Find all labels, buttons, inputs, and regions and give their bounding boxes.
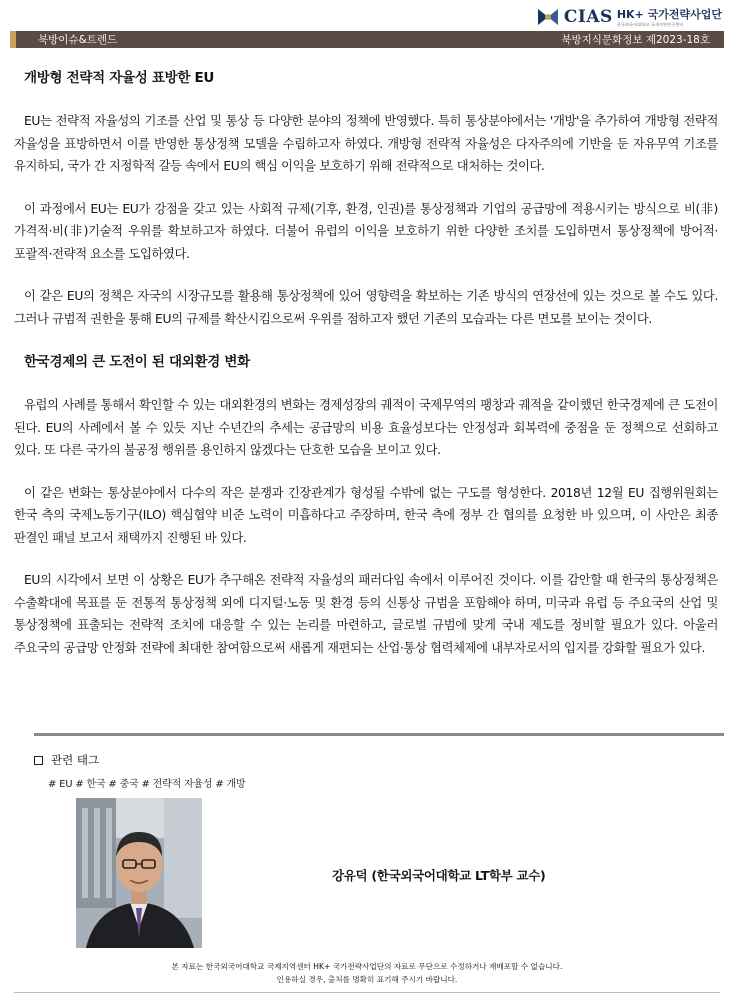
paragraph: EU는 전략적 자율성의 기조를 산업 및 통상 등 다양한 분야의 정책에 반영했다. 특히 통상분야에서는 '개방'을 추가하여 개방형 전략적 자율성을 표방하면서 이를 반영한 통상정책 모델을 수립하고자 하였다. 개방형 전략적 자율성은 다자주의에 기반을 둔 자유무역 기조를 유지하되, 국가 간 지정학적 갈등 속에서 EU의 핵심 이익을 보호하기 위해 전략적으로 대처하는 것이다. — [14, 114, 718, 173]
tags-heading-label: 관련 태그 — [51, 753, 100, 767]
paragraph: 이 같은 EU의 정책은 자국의 시장규모를 활용해 통상정책에 있어 영향력을 확보하는 기존 방식의 연장선에 있는 것으로 볼 수도 있다. 그러나 규범적 권한을 통해 EU의 규제를 확산시킴으로써 우위를 점하고자 했던 기존의 모습과는 다른 면모를 보이는 것이다. — [14, 289, 718, 326]
logo-subtitle: 한국외국어대학교 국제지역연구센터 — [616, 22, 684, 27]
tag-list: # EU # 한국 # 중국 # 전략적 자율성 # 개방 — [48, 779, 246, 790]
section-divider — [34, 733, 724, 736]
checkbox-square-icon — [34, 756, 43, 765]
section-title-korea: 한국경제의 큰 도전이 된 대외환경 변화 — [24, 354, 250, 370]
section-title-eu: 개방형 전략적 자율성 표방한 EU — [24, 70, 215, 86]
footer-line-2: 인용하실 경우, 출처를 명확히 표기해 주시기 바랍니다. — [276, 975, 458, 984]
logo-cias-text: CIAS — [563, 7, 613, 27]
footer-notice — [0, 960, 734, 986]
header-category: 북방이슈&트렌드 — [38, 34, 118, 46]
header-accent-strip — [10, 31, 16, 48]
paragraph: 이 과정에서 EU는 EU가 강점을 갖고 있는 사회적 규제(기후, 환경, 인권)를 통상정책과 기업의 공급망에 적용시키는 방식으로 비(非)가격적·비(非)기술적 우위를 확보하고자 하였다. 더불어 유럽의 이익을 보호하기 위한 다양한 조치를 도입하면서 통상정책에 방어적·포괄적·전략적 요소를 도입하였다. — [14, 201, 718, 261]
footer-rule — [14, 992, 720, 993]
header-bar — [10, 31, 724, 48]
footer-line-1: 본 자료는 한국외국어대학교 국제지역센터 HK+ 국가전략사업단의 자료로 무단으로 수정하거나 재배포할 수 없습니다. — [171, 962, 563, 971]
paragraph: 유럽의 사례를 통해서 확인할 수 있는 대외환경의 변화는 경제성장의 궤적이 국제무역의 팽창과 궤적을 같이했던 한국경제에 큰 도전이 된다. EU의 사례에서 볼 수 있듯 지난 수년간의 추세는 공급망의 비용 효율성보다는 안정성과 회복력에 중점을 둔 정책으로 선회하고 있다. 또 다른 국가의 불공정 행위를 용인하지 않겠다는 단호한 모습을 보이고 있다. — [14, 398, 718, 457]
tags-heading — [34, 752, 99, 768]
cias-logo — [535, 4, 722, 30]
author-photo — [76, 798, 202, 948]
cias-emblem-icon — [535, 6, 561, 28]
paragraph: 이 같은 변화는 통상분야에서 다수의 작은 분쟁과 긴장관계가 형성될 수밖에 없는 구도를 형성한다. 2018년 12월 EU 집행위원회는 한국 측의 국제노동기구(ILO) 핵심협약 비준 노력이 미흡하다고 주장하며, 한국 측에 정부 간 협의를 요청한 바 있으며, 이 사안은 최종 판결인 패널 보고서 채택까지 진행된 바 있다. — [14, 485, 718, 545]
logo-name: HK+ 국가전략사업단 — [616, 8, 722, 21]
author-portrait-icon — [76, 798, 202, 948]
paragraph: EU의 시각에서 보면 이 상황은 EU가 추구해온 전략적 자율성의 패러다임 속에서 이루어진 것이다. 이를 감안할 때 한국의 통상정책은 수출확대에 목표를 둔 전통적 통상정책 외에 디지털·노동 및 환경 등의 신통상 규범을 포함해야 하며, 미국과 유럽 등 주요국의 산업 및 통상정책에 표출되는 전략적 조치에 대응할 수 있는 논리를 마련하고, 글로벌 규범에 맞게 국내 제도를 정비할 필요가 있다. 아울러 주요국의 공급망 안정화 전략에 최대한 참여함으로써 새롭게 재편되는 산업·통상 협력체제에 내부자로서의 입지를 강화할 필요가 있다. — [14, 573, 718, 655]
header-issue-number: 북방지식문화정보 제2023-18호 — [561, 34, 710, 46]
logo-text-block — [617, 6, 722, 28]
article-body — [14, 66, 718, 679]
author-name: 강유덕 (한국외국어대학교 LT학부 교수) — [332, 868, 546, 883]
